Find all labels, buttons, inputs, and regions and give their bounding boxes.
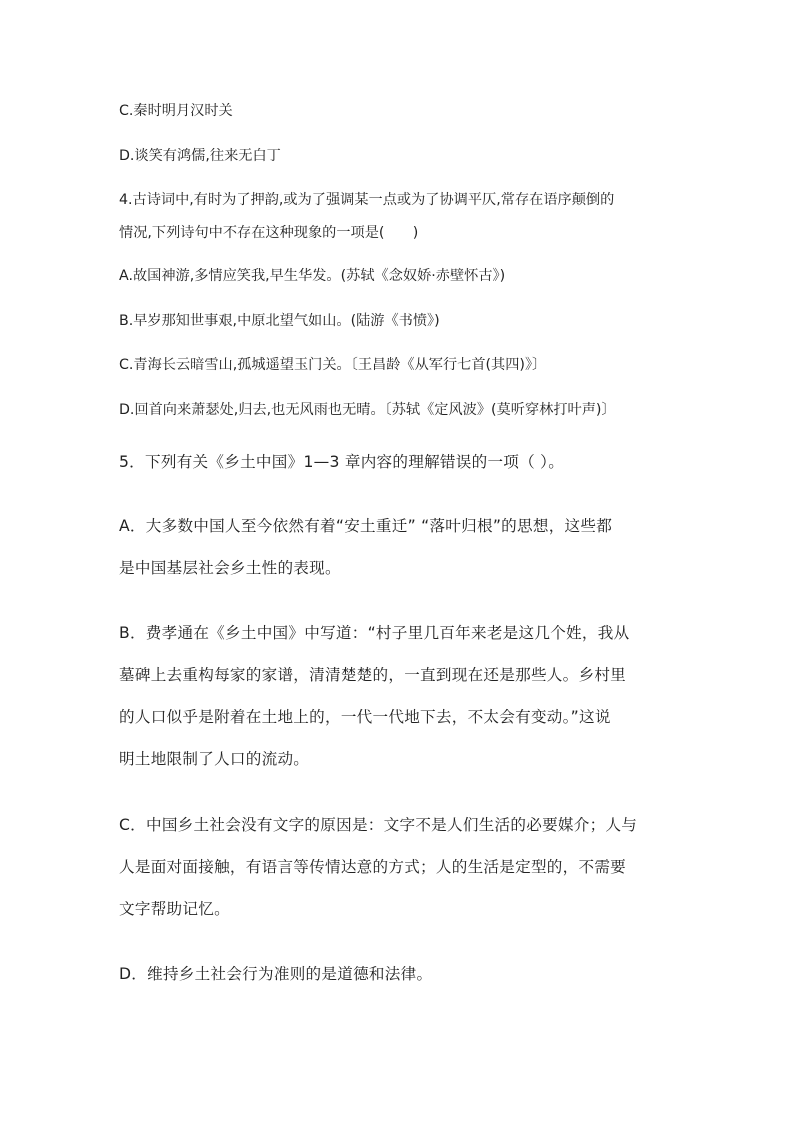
q4-stem-line-1: 4.古诗词中,有时为了押韵,或为了强调某一点或为了协调平仄,常存在语序颠倒的 — [119, 192, 615, 208]
q3-option-c: C.秦时明月汉时关 — [119, 103, 233, 119]
q5-option-a-line-1: A．大多数中国人至今依然有着“安土重迁” “落叶归根”的思想，这些都 — [119, 517, 613, 535]
q4-option-c: C.青海长云暗雪山,孤城遥望玉门关。〔王昌龄《从军行七首(其四)》〕 — [119, 357, 547, 373]
q5-option-b-line-1: B．费孝通在《乡土中国》中写道：“村子里几百年来老是这几个姓，我从 — [119, 624, 630, 642]
q4-stem-line-2: 情况,下列诗句中不存在这种现象的一项是( ) — [119, 225, 419, 241]
q5-option-c-line-2: 人是面对面接触，有语言等传情达意的方式；人的生活是定型的，不需要 — [119, 858, 627, 876]
q5-option-b-line-3: 的人口似乎是附着在土地上的，一代一代地下去，不太会有变动。”这说 — [119, 708, 611, 726]
q3-option-d: D.谈笑有鸿儒,往来无白丁 — [119, 148, 281, 164]
q4-option-a: A.故国神游,多情应笑我,早生华发。(苏轼《念奴娇·赤壁怀古》) — [119, 268, 506, 284]
q5-option-d-line-1: D．维持乡土社会行为准则的是道德和法律。 — [119, 965, 433, 983]
q5-stem: 5．下列有关《乡土中国》1—3 章内容的理解错误的一项（ ）。 — [119, 453, 565, 471]
q5-option-b-line-2: 墓碑上去重构每家的家谱，清清楚楚的，一直到现在还是那些人。乡村里 — [119, 666, 627, 684]
q5-option-c-line-1: C．中国乡土社会没有文字的原因是：文字不是人们生活的必要媒介；人与 — [119, 816, 638, 834]
q5-option-b-line-4: 明土地限制了人口的流动。 — [119, 750, 310, 768]
q5-option-c-line-3: 文字帮助记忆。 — [119, 900, 230, 918]
q4-option-b: B.早岁那知世事艰,中原北望气如山。(陆游《书愤》) — [119, 313, 440, 329]
q4-option-d: D.回首向来萧瑟处,归去,也无风雨也无晴。〔苏轼《定风波》(莫听穿林打叶声)〕 — [119, 402, 616, 418]
q5-option-a-line-2: 是中国基层社会乡土性的表现。 — [119, 559, 341, 577]
